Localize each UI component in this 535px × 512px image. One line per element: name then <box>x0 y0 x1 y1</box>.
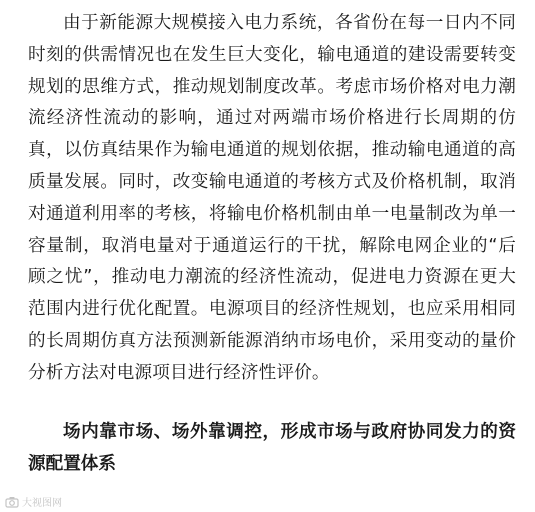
watermark-text: 大视图网 <box>22 498 62 509</box>
section-heading: 场内靠市场、场外靠调控，形成市场与政府协同发力的资源配置体系 <box>28 421 516 474</box>
camera-logo-icon <box>5 496 19 508</box>
article-paragraph: 由于新能源大规模接入电力系统，各省份在每一日内不同时刻的供需情况也在发生巨大变化，输电通道的建设需要转变规划的思维方式，推动规划制度改革。考虑市场价格对电力潮流经济性流动的影响，通过对两端市场价格进行长周期的仿真，以仿真结果作为输电通道的规划依据，推动输电通道的高质量发展。同时，改变输电通道的考核方式及价格机制，取消对通道利用率的考核，将输电价格机制由单一电量制改为单一容量制，取消电量对于通道运行的干扰，解除电网企业的“后顾之忧”，推动电力潮流的经济性流动，促进电力资源在更大范围内进行优化配置。电源项目的经济性规划，也应采用相同的长周期仿真方法预测新能源消纳市场电价，采用变动的量价分析方法对电源项目进行经济性评价。 <box>28 13 516 383</box>
article-body <box>28 8 516 480</box>
watermark <box>5 494 62 509</box>
